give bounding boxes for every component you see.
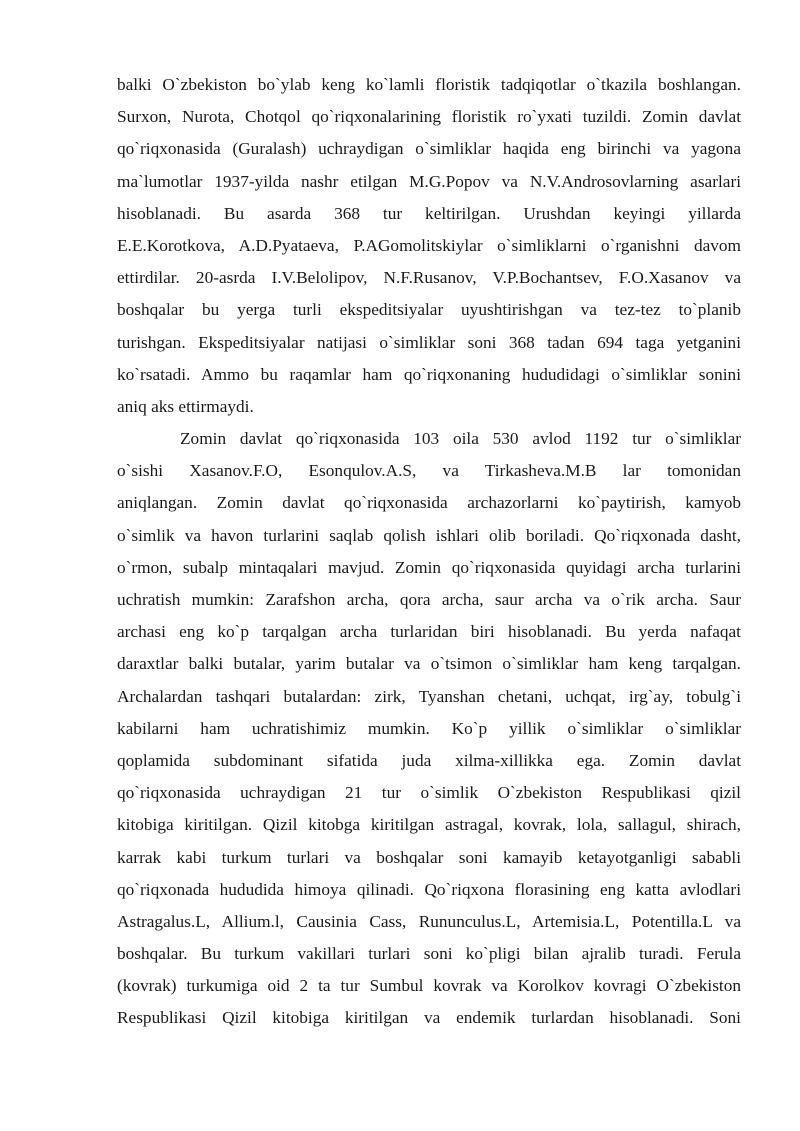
text-line: ko`rsatadi. Ammo bu raqamlar ham qo`riqxonaning hududidagi o`simliklar sonini (117, 364, 741, 384)
text-line: Zomin davlat qo`riqxonasida 103 oila 530 avlod 1192 tur o`simliklar (180, 429, 741, 449)
text-line: o`sishi Xasanov.F.O, Esonqulov.A.S, va Tirkasheva.M.B lar tomonidan (117, 461, 741, 481)
text-line: balki O`zbekiston bo`ylab keng ko`lamli floristik tadqiqotlar o`tkazila boshlangan. (117, 75, 741, 94)
text-line: aniq aks ettirmaydi. (117, 396, 254, 416)
text-line: daraxtlar balki butalar, yarim butalar va o`tsimon o`simliklar ham keng tarqalgan. (117, 654, 741, 674)
text-line: turishgan. Ekspeditsiyalar natijasi o`simliklar soni 368 tadan 694 taga yetganini (117, 332, 741, 352)
text-line: ettirdilar. 20-asrda I.V.Belolipov, N.F.Rusanov, V.P.Bochantsev, F.O.Xasanov va (117, 268, 741, 288)
text-line: qo`riqxonada hududida himoya qilinadi. Qo`riqxona florasining eng katta avlodlari (117, 879, 741, 899)
text-line: qoplamida subdominant sifatida juda xilma-xillikka ega. Zomin davlat (117, 750, 741, 770)
text-line: E.E.Korotkova, A.D.Pyataeva, P.AGomolitskiylar o`simliklarni o`rganishni davom (117, 235, 741, 255)
text-line: qo`riqxonasida (Guralash) uchraydigan o`simliklar haqida eng birinchi va yagona (117, 139, 741, 159)
paragraph-1 (117, 69, 741, 423)
text-line: ma`lumotlar 1937-yilda nashr etilgan M.G.Popov va N.V.Androsovlarning asarlari (117, 171, 741, 191)
text-line: Astragalus.L, Allium.l, Causinia Cass, Rununculus.L, Artemisia.L, Potentilla.L va (117, 911, 741, 931)
text-line: kitobiga kiritilgan. Qizil kitobga kiritilgan astragal, kovrak, lola, sallagul, shirach, (117, 815, 741, 835)
text-line: hisoblanadi. Bu asarda 368 tur keltirilgan. Urushdan keyingi yillarda (117, 203, 741, 223)
text-line: (kovrak) turkumiga oid 2 ta tur Sumbul kovrak va Korolkov kovragi O`zbekiston (117, 976, 741, 996)
document-page (117, 69, 741, 1035)
text-line: kabilarni ham uchratishimiz mumkin. Ko`p yillik o`simliklar o`simliklar (117, 718, 741, 738)
text-line: o`rmon, subalp mintaqalari mavjud. Zomin qo`riqxonasida quyidagi archa turlarini (117, 557, 741, 577)
text-line: uchratish mumkin: Zarafshon archa, qora archa, saur archa va o`rik archa. Saur (117, 590, 741, 609)
text-line: qo`riqxonasida uchraydigan 21 tur o`simlik O`zbekiston Respublikasi qizil (117, 783, 741, 803)
text-line: Respublikasi Qizil kitobiga kiritilgan va endemik turlardan hisoblanadi. Soni (117, 1008, 741, 1028)
text-line: Archalardan tashqari butalardan: zirk, Tyanshan chetani, uchqat, irg`ay, tobulg`i (117, 686, 741, 706)
paragraph-2 (117, 423, 741, 1035)
text-line: karrak kabi turkum turlari va boshqalar soni kamayib ketayotganligi sababli (117, 847, 741, 867)
text-line: boshqalar bu yerga turli ekspeditsiyalar uyushtirishgan va tez-tez to`planib (117, 300, 741, 320)
text-line: o`simlik va havon turlarini saqlab qolish ishlari olib boriladi. Qo`riqxonada dasht, (117, 525, 741, 545)
text-line: boshqalar. Bu turkum vakillari turlari soni ko`pligi bilan ajralib turadi. Ferula (117, 944, 741, 964)
text-line: Surxon, Nurota, Chotqol qo`riqxonalarining floristik ro`yxati tuzildi. Zomin davlat (117, 107, 741, 127)
text-line: archasi eng ko`p tarqalgan archa turlaridan biri hisoblanadi. Bu yerda nafaqat (117, 622, 741, 642)
text-line: aniqlangan. Zomin davlat qo`riqxonasida archazorlarni ko`paytirish, kamyob (117, 493, 741, 513)
